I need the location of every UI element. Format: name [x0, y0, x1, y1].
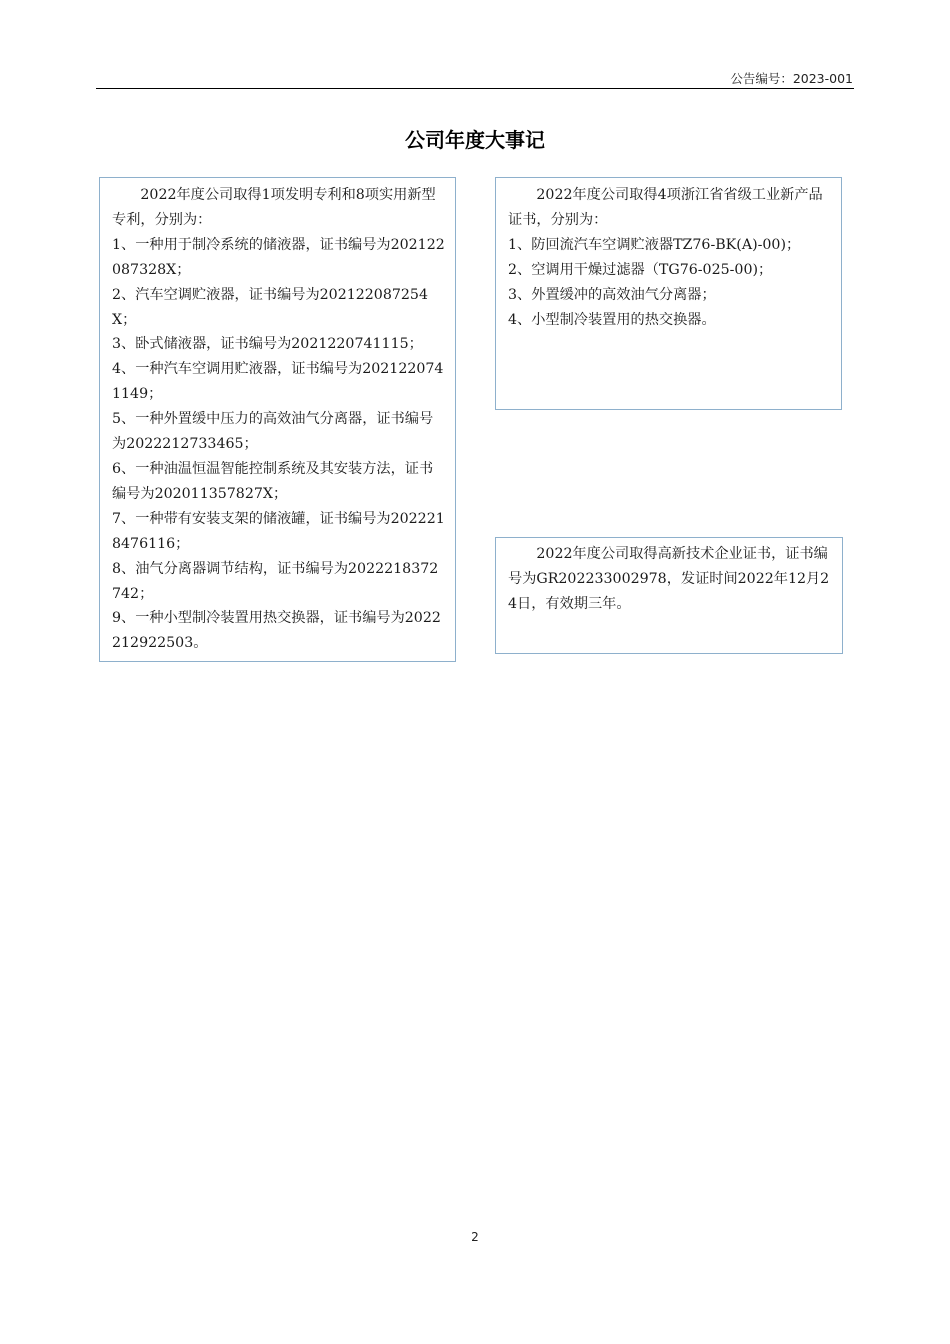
patent-item: 1、一种用于制冷系统的储液器，证书编号为202122087328X； [112, 236, 445, 278]
hitech-text: 2022年度公司取得高新技术企业证书，证书编号为GR202233002978，发证时间2022年12月24日，有效期三年。 [508, 546, 830, 612]
products-intro: 2022年度公司取得4项浙江省省级工业新产品证书，分别为： [508, 187, 823, 228]
page-number: 2 [471, 1230, 479, 1244]
patent-item: 2、汽车空调贮液器，证书编号为202122087254X； [112, 286, 428, 328]
patent-item: 8、油气分离器调节结构，证书编号为2022218372742； [112, 560, 439, 602]
page-title: 公司年度大事记 [405, 128, 545, 152]
patent-item: 9、一种小型制冷装置用热交换器，证书编号为2022212922503。 [112, 610, 441, 652]
product-item: 1、防回流汽车空调贮液器TZ76-BK(A)-00)； [508, 236, 801, 253]
header-rule [96, 88, 854, 89]
patent-item: 5、一种外置缓中压力的高效油气分离器，证书编号为2022212733465； [112, 411, 434, 453]
new-products-box [495, 177, 842, 410]
product-item: 3、外置缓冲的高效油气分离器； [508, 286, 716, 303]
patent-item: 7、一种带有安装支架的储液罐，证书编号为2022218476116； [112, 510, 445, 552]
hitech-certificate-box [495, 537, 843, 654]
announcement-code: 公告编号：2023-001 [730, 71, 853, 86]
patents-box [99, 177, 456, 662]
patent-item: 3、卧式储液器，证书编号为2021220741115； [112, 336, 423, 353]
product-item: 2、空调用干燥过滤器（TG76-025-00)； [508, 261, 773, 278]
patent-item: 6、一种油温恒温智能控制系统及其安装方法，证书编号为202011357827X； [112, 460, 434, 502]
patent-item: 4、一种汽车空调用贮液器，证书编号为2021220741149； [112, 361, 444, 403]
patents-intro: 2022年度公司取得1项发明专利和8项实用新型专利，分别为： [112, 187, 436, 228]
product-item: 4、小型制冷装置用的热交换器。 [508, 311, 716, 328]
